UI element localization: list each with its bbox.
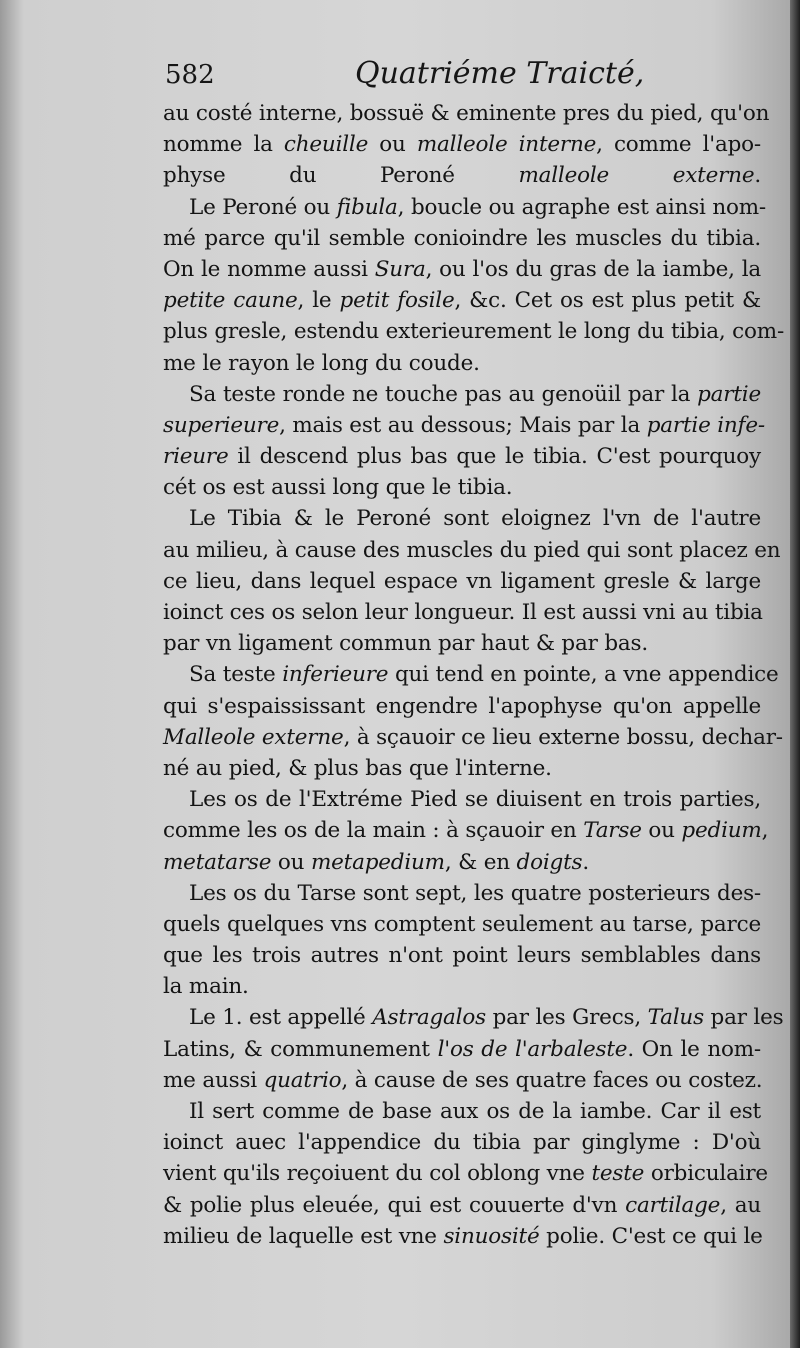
text-segment: Les os de l'Extréme Pied se diuisent en trois parties, xyxy=(189,787,761,813)
italic-term: Tarse xyxy=(583,818,642,844)
text-segment: Il sert comme de base aux os de la iambe. Car il est xyxy=(189,1099,761,1124)
italic-term: partie infe- xyxy=(646,412,765,438)
text-segment: On le nomme aussi xyxy=(163,256,375,282)
text-line xyxy=(163,597,761,628)
italic-term: quatrio xyxy=(263,1067,342,1093)
text-segment: & polie plus eleuée, qui est couuerte d'vn xyxy=(163,1192,626,1218)
page-edge-shadow xyxy=(790,0,800,1348)
text-segment: quels quelques vns comptent seulement au tarse, parce xyxy=(163,911,761,937)
italic-term: sinuosité xyxy=(443,1223,540,1249)
text-segment: Sa teste ronde ne touche pas au genoüil par la xyxy=(189,381,698,407)
running-title: Quatriéme Traicté, xyxy=(355,56,645,91)
text-segment: Sa teste xyxy=(189,662,283,688)
text-line xyxy=(163,129,761,160)
text-line xyxy=(163,1127,761,1158)
text-line xyxy=(163,472,761,503)
text-segment: mé parce qu'il semble conioindre les muscles du tibia. xyxy=(163,225,761,251)
text-line xyxy=(163,784,761,815)
text-segment: , xyxy=(761,818,769,844)
text-segment: milieu de laquelle est vne xyxy=(163,1223,444,1249)
text-line xyxy=(163,379,761,410)
text-line xyxy=(163,815,769,846)
italic-term: Sura xyxy=(374,256,426,282)
text-line xyxy=(163,628,761,659)
text-segment: par vn ligament commun par haut & par bas. xyxy=(163,631,648,657)
text-line xyxy=(163,441,761,472)
text-segment: , ou l'os du gras de la iambe, la xyxy=(425,256,761,282)
text-segment: , mais est au dessous; Mais par la xyxy=(279,412,647,438)
body-text xyxy=(163,98,785,1252)
text-segment: , au xyxy=(720,1192,761,1218)
text-segment: Les os du Tarse sont sept, les quatre posterieurs des- xyxy=(189,880,761,906)
text-line xyxy=(163,1221,761,1252)
italic-term: metapedium xyxy=(310,849,445,875)
text-segment: vient qu'ils reçoiuent du col oblong vne xyxy=(163,1161,592,1187)
text-line xyxy=(163,98,770,129)
text-segment: au costé interne, bossuë & eminente pres du pied, qu'on xyxy=(163,101,770,126)
text-line xyxy=(163,659,779,690)
page-header xyxy=(165,52,765,96)
text-segment: Le Tibia & le Peroné sont eloignez l'vn de l'autre xyxy=(189,506,761,532)
text-segment: cét os est aussi long que le tibia. xyxy=(163,475,513,501)
text-line xyxy=(163,753,761,784)
text-line xyxy=(163,503,761,534)
text-segment: , &c. Cet os est plus petit & xyxy=(454,288,761,314)
italic-term: petit fosile xyxy=(339,288,455,314)
text-line xyxy=(163,1002,784,1033)
text-segment: , à sçauoir ce lieu externe bossu, dechar- xyxy=(343,724,783,750)
text-segment: Latins, & communement xyxy=(163,1036,438,1062)
text-segment: polie. C'est ce qui le xyxy=(539,1223,763,1249)
text-line xyxy=(163,1158,768,1189)
text-segment: au milieu, à cause des muscles du pied qui sont placez en xyxy=(163,537,781,563)
italic-term: teste xyxy=(591,1161,645,1187)
italic-term: rieure xyxy=(163,444,229,470)
text-line xyxy=(163,1034,761,1065)
text-segment: physe du Peroné xyxy=(163,163,519,189)
italic-term: partie xyxy=(697,381,761,407)
text-segment: . xyxy=(754,163,761,189)
text-segment: . xyxy=(582,849,589,875)
text-line xyxy=(163,940,761,971)
text-segment: , le xyxy=(297,288,340,314)
text-line xyxy=(163,192,766,223)
text-line xyxy=(163,160,761,191)
text-segment: la main. xyxy=(163,974,249,1000)
text-segment: ou xyxy=(368,132,417,158)
italic-term: petite caune xyxy=(163,288,298,314)
text-line xyxy=(163,566,761,597)
text-segment: , boucle ou agraphe est ainsi nom- xyxy=(397,194,766,220)
text-segment: par les xyxy=(703,1005,784,1031)
text-segment: , & en xyxy=(444,849,517,875)
italic-term: superieure xyxy=(163,412,280,438)
text-line xyxy=(163,410,765,441)
text-segment: orbiculaire xyxy=(644,1161,768,1187)
text-line xyxy=(163,691,761,722)
italic-term: inferieure xyxy=(282,662,389,688)
italic-term: metatarse xyxy=(163,849,272,875)
text-line xyxy=(163,1065,761,1096)
text-line xyxy=(163,254,761,285)
text-line xyxy=(163,878,761,909)
text-segment: par les Grecs, xyxy=(485,1005,648,1031)
italic-term: Talus xyxy=(647,1005,704,1031)
text-segment: ou xyxy=(641,818,682,844)
text-segment: il descend plus bas que le tibia. C'est pourquoy xyxy=(228,444,761,470)
italic-term: Malleole externe xyxy=(163,724,344,750)
text-line xyxy=(163,285,761,316)
text-line xyxy=(163,535,781,566)
text-segment: ce lieu, dans lequel espace vn ligament gresle & large xyxy=(163,568,761,594)
text-segment: né au pied, & plus bas que l'interne. xyxy=(163,755,552,781)
text-segment: , comme l'apo- xyxy=(596,132,761,158)
italic-term: malleole externe xyxy=(518,163,755,189)
italic-term: pedium xyxy=(681,818,762,844)
text-segment: plus gresle, estendu exterieurement le long du tibia, com- xyxy=(163,319,785,345)
page-number: 582 xyxy=(165,60,215,90)
text-line xyxy=(163,316,785,347)
italic-term: cartilage xyxy=(625,1192,721,1218)
text-line xyxy=(163,223,761,254)
text-segment: ioinct ces os selon leur longueur. Il est aussi vni au tibia xyxy=(163,600,763,625)
text-line xyxy=(163,847,761,878)
text-line xyxy=(163,722,783,753)
text-segment: ioinct auec l'appendice du tibia par ginglyme : D'où xyxy=(163,1130,761,1156)
italic-term: l'os de l'arbaleste xyxy=(437,1036,628,1062)
text-segment: Le Peroné ou xyxy=(189,194,337,220)
text-line xyxy=(163,348,761,379)
text-segment: nomme la xyxy=(163,132,284,158)
italic-term: malleole interne xyxy=(416,132,597,158)
text-segment: , à cause de ses quatre faces ou costez. xyxy=(341,1067,763,1093)
italic-term: Astragalos xyxy=(372,1005,486,1031)
text-segment: qui tend en pointe, a vne appendice xyxy=(388,662,779,688)
italic-term: doigts xyxy=(516,849,583,875)
text-segment: qui s'espaississant engendre l'apophyse qu'on appelle xyxy=(163,693,761,719)
text-segment: me le rayon le long du coude. xyxy=(163,350,480,376)
text-segment: que les trois autres n'ont point leurs semblables dans xyxy=(163,943,761,969)
text-segment: . On le nom- xyxy=(627,1036,761,1062)
text-line xyxy=(163,1190,761,1221)
italic-term: fibula xyxy=(336,194,398,220)
text-segment: comme les os de la main : à sçauoir en xyxy=(163,818,584,844)
text-line xyxy=(163,971,761,1002)
italic-term: cheuille xyxy=(283,132,369,158)
text-segment: ou xyxy=(271,849,311,875)
text-line xyxy=(163,909,761,940)
text-segment: Le 1. est appellé xyxy=(189,1005,373,1031)
text-line xyxy=(163,1096,761,1127)
text-segment: me aussi xyxy=(163,1067,264,1093)
